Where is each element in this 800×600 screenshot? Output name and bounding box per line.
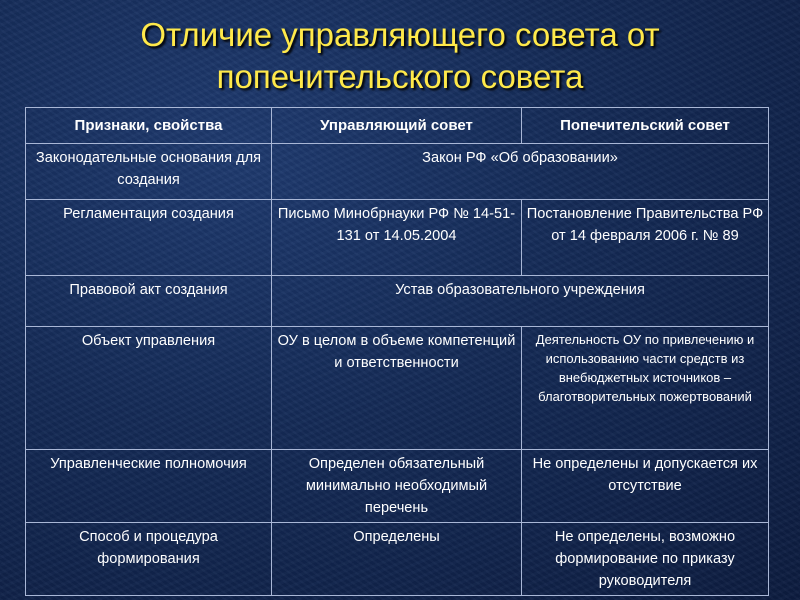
board-of-trustees-cell: Деятельность ОУ по привлечению и использованию части средств из внебюджетных источников – благотворительных пожертвований — [522, 327, 769, 450]
row-label: Способ и процедура формирования — [26, 523, 272, 596]
board-of-trustees-cell: Постановление Правительства РФ от 14 февраля 2006 г. № 89 — [522, 200, 769, 276]
table-row — [26, 523, 769, 596]
merged-cell: Закон РФ «Об образовании» — [272, 144, 769, 200]
board-of-trustees-cell: Не определены, возможно формирование по приказу руководителя — [522, 523, 769, 596]
row-label: Законодательные основания для создания — [26, 144, 272, 200]
managing-council-cell: Письмо Минобрнауки РФ № 14-51-131 от 14.05.2004 — [272, 200, 522, 276]
table-row — [26, 144, 769, 200]
row-label: Регламентация создания — [26, 200, 272, 276]
table-row — [26, 450, 769, 523]
page-title — [0, 14, 800, 98]
header-board-of-trustees: Попечительский совет — [522, 108, 769, 144]
merged-cell: Устав образовательного учреждения — [272, 276, 769, 327]
row-label: Объект управления — [26, 327, 272, 450]
row-label: Правовой акт создания — [26, 276, 272, 327]
title-line-1: Отличие управляющего совета от — [140, 16, 660, 53]
managing-council-cell: Определены — [272, 523, 522, 596]
managing-council-cell: Определен обязательный минимально необходимый перечень — [272, 450, 522, 523]
board-of-trustees-cell: Не определены и допускается их отсутствие — [522, 450, 769, 523]
header-managing-council: Управляющий совет — [272, 108, 522, 144]
table-header-row — [26, 108, 769, 144]
row-label: Управленческие полномочия — [26, 450, 272, 523]
table-row — [26, 200, 769, 276]
title-line-2: попечительского совета — [216, 58, 584, 95]
table-row — [26, 327, 769, 450]
header-features: Признаки, свойства — [26, 108, 272, 144]
managing-council-cell: ОУ в целом в объеме компетенций и ответственности — [272, 327, 522, 450]
comparison-table — [25, 107, 769, 596]
table-row — [26, 276, 769, 327]
